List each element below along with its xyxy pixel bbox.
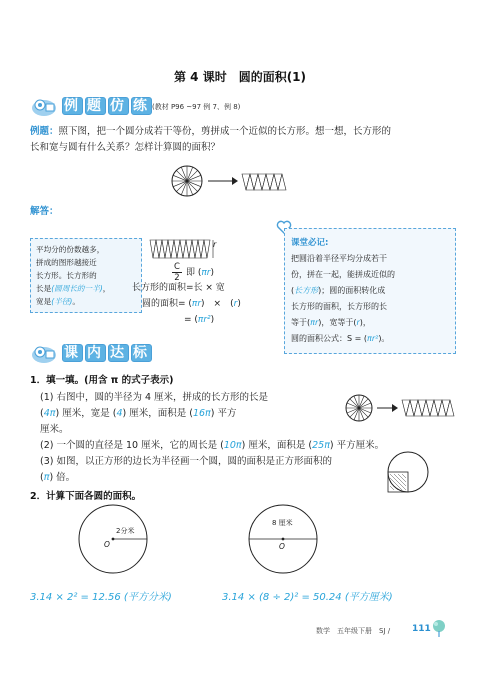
circle-1-radius-label: 2分米 <box>116 527 135 535</box>
circle-1-center-label: O <box>104 540 110 549</box>
page-number: 111 <box>412 624 431 634</box>
page-title: 第 4 课时 圆的面积(1) <box>173 70 307 84</box>
answer-circle-1: 3.14 × 2² = 12.56 (平方分米) <box>30 592 172 603</box>
fraction-c-over-2: C 2 <box>172 262 182 283</box>
answer-label: 解答： <box>30 206 59 217</box>
classroom-tip-box: 课堂必记: 把圆沿着半径平均分成若干 份，拼在一起，能拼成近似的 (长方形)；圆的面积转化成 长方形的面积，长方形的长 等于(πr)，宽等于(r)， 圆的面积公式：S = (πr²)。 <box>284 228 456 354</box>
side-note-box: 平均分的份数越多， 拼成的图形越接近 长方形。长方形的 长是(圆周长的一半)， 宽是(半径)。 <box>30 238 142 313</box>
circle-2-figure <box>246 502 320 576</box>
mascot-icon <box>30 95 58 117</box>
question-1-part-2: (2) 一个圆的直径是 10 厘米，它的周长是 (10π) 厘米，面积是 (25π) 平方厘米。 <box>40 440 385 451</box>
textbook-reference: (教材 P96 ~97 例 7、例 8) <box>152 103 241 111</box>
circle-2-diameter-label: 8 厘米 <box>272 519 293 527</box>
fill-long: (圆周长的一半) <box>51 284 103 293</box>
footer-text: 数学 五年级下册 SJ / <box>316 627 391 635</box>
radius-label: r <box>213 240 217 249</box>
circle-area-formula: 圆的面积= (πr) × (r) <box>142 299 241 309</box>
question-1-part-3: (3) 如图，以正方形的边长为半径画一个圆，圆的面积是正方形面积的 (π) 倍。 <box>40 456 332 483</box>
rect-area-formula: 长方形的面积=长 × 宽 <box>132 283 225 293</box>
question-1-heading: 1．填一填。(用含 π 的式子表示) <box>30 375 174 386</box>
tip-title: 课堂必记: <box>291 238 329 248</box>
leaf-icon <box>430 618 448 638</box>
section-title-examples: 例 题 仿 练 <box>64 98 150 114</box>
example-text: 例题：照下图，把一个圆分成若干等份，剪拼成一个近似的长方形。想一想，长方形的 长和宽与圆有什么关系？怎样计算圆的面积？ <box>30 126 392 153</box>
section-title-practice: 课 内 达 标 <box>64 345 150 361</box>
question-1-part-1: (1) 右图中，圆的半径为 4 厘米，拼成的长方形的长是 (4π) 厘米，宽是 (4) 厘米，面积是 (16π) 平方 厘米。 <box>40 392 269 435</box>
circle-1-figure <box>76 502 150 576</box>
example-label: 例题： <box>30 126 59 137</box>
answer-circle-2: 3.14 × (8 ÷ 2)² = 50.24 (平方厘米) <box>222 592 393 603</box>
section-header-practice <box>30 342 230 366</box>
circle-square-figure <box>386 450 430 494</box>
section-header-examples <box>30 95 460 119</box>
sector-rectangle-figure <box>146 236 220 264</box>
circle-2-center-label: O <box>279 542 285 551</box>
q1-circle-to-rectangle-figure <box>344 392 464 426</box>
circle-area-result: = (πr²) <box>184 315 215 325</box>
fill-wide: (半径) <box>51 297 73 306</box>
c-equivalent: 即 (πr) <box>186 268 215 278</box>
circle-to-rectangle-figure <box>170 164 300 198</box>
mascot-icon <box>30 342 58 364</box>
question-2-heading: 2．计算下面各圆的面积。 <box>30 491 142 502</box>
